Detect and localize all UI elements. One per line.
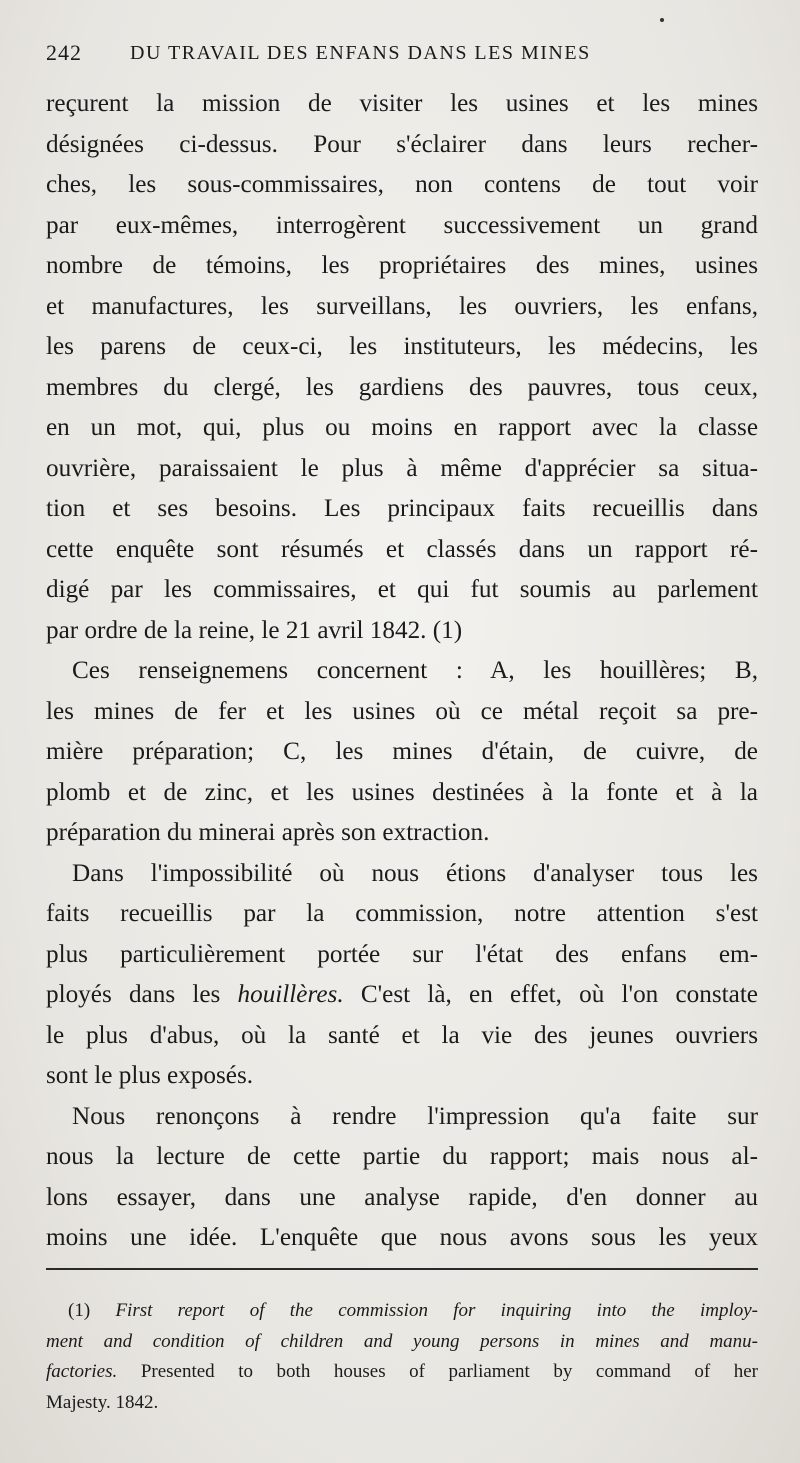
text-line: reçurent la mission de visiter les usines et les mines xyxy=(46,90,758,117)
text-line: par eux-mêmes, interrogèrent successivement un grand xyxy=(46,211,758,239)
footnote-rule xyxy=(46,1268,758,1270)
text-line: préparation du minerai après son extraction. xyxy=(46,819,490,846)
running-title: DU TRAVAIL DES ENFANS DANS LES MINES xyxy=(130,42,591,64)
text-line: sont le plus exposés. xyxy=(46,1062,254,1089)
footnote-line: ment and condition of children and young persons in mines and manu- xyxy=(46,1330,758,1352)
footnote xyxy=(46,1296,758,1418)
footnote-line: Majesty. 1842. xyxy=(46,1391,159,1413)
text-line: désignées ci-dessus. Pour s'éclairer dans leurs recher- xyxy=(46,130,758,158)
text-line: en un mot, qui, plus ou moins en rapport avec la classe xyxy=(46,414,758,441)
text-line: moins une idée. L'enquête que nous avons sous les yeux xyxy=(46,1224,758,1251)
text-line: mière préparation; C, les mines d'étain, de cuivre, de xyxy=(46,738,758,765)
footnote-line xyxy=(46,1296,758,1327)
text-line: nombre de témoins, les propriétaires des mines, usines xyxy=(46,252,758,279)
paragraph-start: Dans l'impossibilité où nous étions d'analyser tous les xyxy=(72,859,758,887)
paragraph-start: Ces renseignemens concernent : A, les houillères; B, xyxy=(72,657,758,684)
text-line: et manufactures, les surveillans, les ouvriers, les enfans, xyxy=(46,292,758,320)
text-line: les parens de ceux-ci, les instituteurs, les médecins, les xyxy=(46,333,758,360)
body-text xyxy=(46,84,758,1259)
footnote-text: Presented to both houses of parliament by command of her xyxy=(140,1361,759,1382)
text-line: les mines de fer et les usines où ce métal reçoit sa pre- xyxy=(46,697,758,725)
text-line: ouvrière, paraissaient le plus à même d'apprécier sa situa- xyxy=(46,454,758,482)
ink-speck xyxy=(660,18,664,22)
text-line: ches, les sous-commissaires, non contens de tout voir xyxy=(46,171,758,198)
text-line: plus particulièrement portée sur l'état des enfans em- xyxy=(46,940,758,968)
text-line: nous la lecture de cette partie du rapport; mais nous al- xyxy=(46,1143,758,1170)
text-line: le plus d'abus, où la santé et la vie des jeunes ouvriers xyxy=(46,1021,758,1049)
text-line: faits recueillis par la commission, notre attention s'est xyxy=(46,900,758,927)
footnote-marker: (1) xyxy=(68,1300,91,1321)
text-line: cette enquête sont résumés et classés dans un rapport ré- xyxy=(46,535,758,563)
footnote-italic: First report of the commission for inquiring into the imploy- xyxy=(115,1300,759,1321)
text-line: tion et ses besoins. Les principaux faits recueillis dans xyxy=(46,495,758,522)
text-line: plomb et de zinc, et les usines destinées à la fonte et à la xyxy=(46,778,758,806)
text-line: lons essayer, dans une analyse rapide, d'en donner au xyxy=(46,1183,758,1211)
italic-term: houillères. xyxy=(237,981,344,1008)
text-segment: ployés dans les xyxy=(46,981,221,1008)
text-line: membres du clergé, les gardiens des pauvres, tous ceux, xyxy=(46,373,758,401)
text-segment: C'est là, en effet, où l'on constate xyxy=(360,981,758,1008)
text-line: digé par les commissaires, et qui fut soumis au parlement xyxy=(46,576,758,603)
page-header xyxy=(46,40,766,74)
footnote-italic: factories. xyxy=(46,1361,118,1382)
page-number: 242 xyxy=(46,40,82,65)
footnote-line xyxy=(46,1357,758,1388)
text-line xyxy=(46,975,758,1016)
text-line: par ordre de la reine, le 21 avril 1842. (1) xyxy=(46,616,463,644)
paragraph-start: Nous renonçons à rendre l'impression qu'a faite sur xyxy=(72,1102,758,1130)
